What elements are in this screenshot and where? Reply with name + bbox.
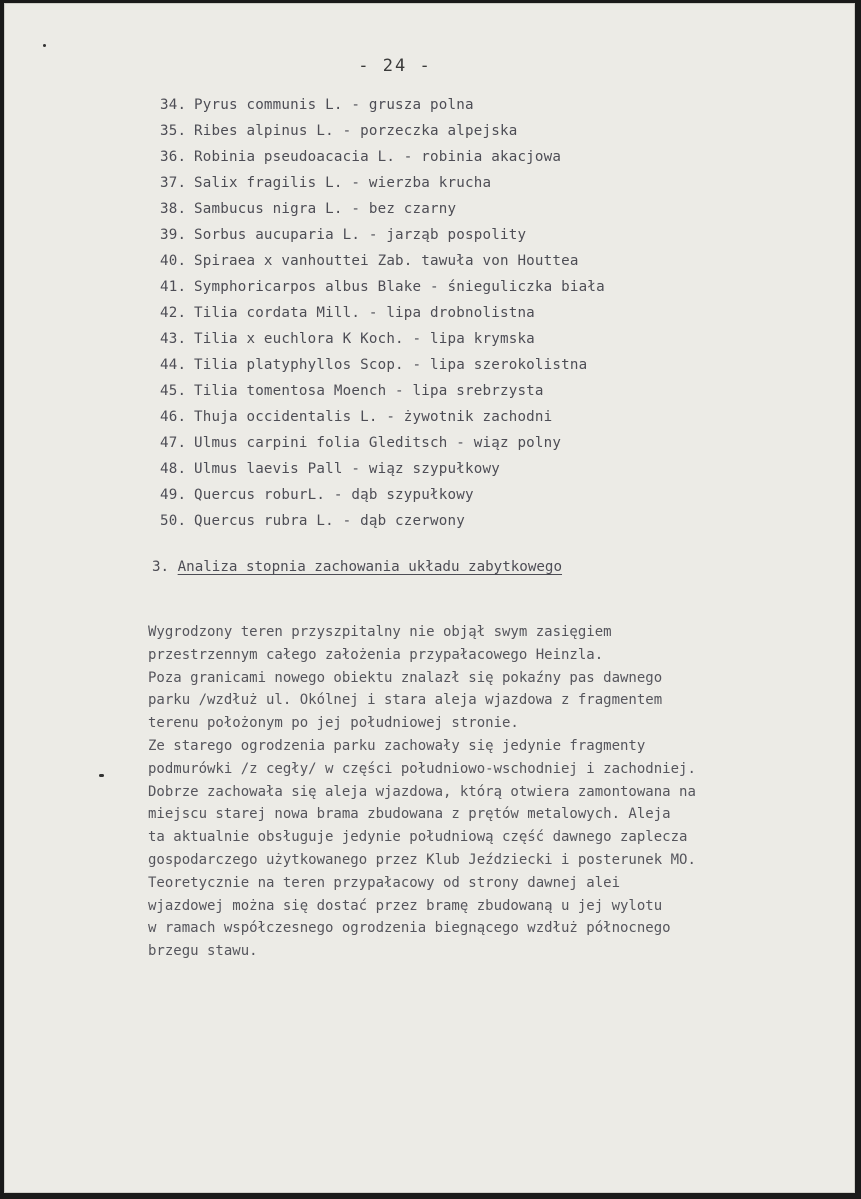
species-number: 39. <box>160 227 187 243</box>
species-item <box>160 170 605 196</box>
species-number: 43. <box>160 331 187 347</box>
paper-speck <box>43 44 46 47</box>
punch-mark <box>99 774 104 777</box>
species-number: 49. <box>160 487 187 503</box>
body-line: Poza granicami nowego obiektu znalazł się pokaźny pas dawnego <box>148 669 663 686</box>
document-page <box>4 3 855 1193</box>
species-name: Salix fragilis L. - wierzba krucha <box>194 175 492 191</box>
species-name: Ribes alpinus L. - porzeczka alpejska <box>194 123 518 139</box>
species-item <box>160 144 605 170</box>
body-line: ta aktualnie obsługuje jedynie południową część dawnego zaplecza <box>148 829 688 846</box>
species-name: Pyrus communis L. - grusza polna <box>194 97 474 113</box>
species-item <box>160 404 605 430</box>
body-line: Wygrodzony teren przyszpitalny nie objął swym zasięgiem <box>148 624 612 640</box>
body-line: brzegu stawu. <box>148 943 258 960</box>
species-number: 35. <box>160 123 187 139</box>
species-list <box>160 92 605 534</box>
species-number: 42. <box>160 305 187 321</box>
species-item <box>160 300 605 326</box>
body-line: parku /wzdłuż ul. Okólnej i stara aleja wjazdowa z fragmentem <box>148 692 663 709</box>
body-line: przestrzennym całego założenia przypałacowego Heinzla. <box>148 646 604 663</box>
species-item <box>160 352 605 378</box>
species-number: 46. <box>160 409 187 425</box>
body-line: Dobrze zachowała się aleja wjazdowa, którą otwiera zamontowana na <box>148 783 696 800</box>
species-item <box>160 274 605 300</box>
species-item <box>160 456 605 482</box>
species-item <box>160 222 605 248</box>
body-line: miejscu starej nowa brama zbudowana z prętów metalowych. Aleja <box>148 806 671 823</box>
species-name: Ulmus laevis Pall - wiąz szypułkowy <box>194 461 500 477</box>
body-line: Ze starego ogrodzenia parku zachowały się jedynie fragmenty <box>148 737 646 754</box>
page-number: - 24 - <box>358 56 432 76</box>
species-number: 38. <box>160 201 187 217</box>
species-number: 40. <box>160 253 187 269</box>
body-paragraph <box>148 621 848 963</box>
species-number: 50. <box>160 513 187 529</box>
species-name: Quercus roburL. - dąb szypułkowy <box>194 487 474 503</box>
species-name: Sambucus nigra L. - bez czarny <box>194 201 457 217</box>
species-number: 48. <box>160 461 187 477</box>
species-item <box>160 196 605 222</box>
species-name: Tilia cordata Mill. - lipa drobnolistna <box>194 305 535 321</box>
species-item <box>160 378 605 404</box>
species-item <box>160 482 605 508</box>
species-item <box>160 326 605 352</box>
section-title: Analiza stopnia zachowania układu zabytkowego <box>177 559 563 575</box>
species-name: Thuja occidentalis L. - żywotnik zachodni <box>194 409 553 425</box>
body-line: terenu położonym po jej południowej stronie. <box>148 715 519 732</box>
species-name: Ulmus carpini folia Gleditsch - wiąz polny <box>194 435 562 451</box>
species-number: 41. <box>160 279 187 295</box>
species-number: 47. <box>160 435 187 451</box>
species-item <box>160 92 605 118</box>
species-item <box>160 508 605 534</box>
species-name: Sorbus aucuparia L. - jarząb pospolity <box>194 227 527 243</box>
species-name: Spiraea x vanhouttei Zab. tawuła von Houttea <box>194 253 579 269</box>
body-line: gospodarczego użytkowanego przez Klub Jeździecki i posterunek MO. <box>148 851 696 868</box>
section-heading <box>152 559 562 575</box>
species-name: Tilia x euchlora K Koch. - lipa krymska <box>194 331 535 347</box>
species-name: Tilia platyphyllos Scop. - lipa szerokolistna <box>194 357 588 373</box>
body-line: Teoretycznie na teren przypałacowy od strony dawnej alei <box>148 874 621 891</box>
species-number: 36. <box>160 149 187 165</box>
species-item <box>160 248 605 274</box>
species-name: Tilia tomentosa Moench - lipa srebrzysta <box>194 383 544 399</box>
species-number: 44. <box>160 357 187 373</box>
species-number: 37. <box>160 175 187 191</box>
species-name: Robinia pseudoacacia L. - robinia akacjowa <box>194 149 562 165</box>
species-number: 34. <box>160 97 187 113</box>
species-item <box>160 118 605 144</box>
species-number: 45. <box>160 383 187 399</box>
body-line: podmurówki /z cegły/ w części południowo-wschodniej i zachodniej. <box>148 760 696 777</box>
species-item <box>160 430 605 456</box>
species-name: Quercus rubra L. - dąb czerwony <box>194 513 465 529</box>
body-line: wjazdowej można się dostać przez bramę zbudowaną u jej wylotu <box>148 897 663 914</box>
section-number: 3. <box>152 559 170 575</box>
body-line: w ramach współczesnego ogrodzenia biegnącego wzdłuż północnego <box>148 920 671 937</box>
species-name: Symphoricarpos albus Blake - śnieguliczka biała <box>194 279 605 295</box>
